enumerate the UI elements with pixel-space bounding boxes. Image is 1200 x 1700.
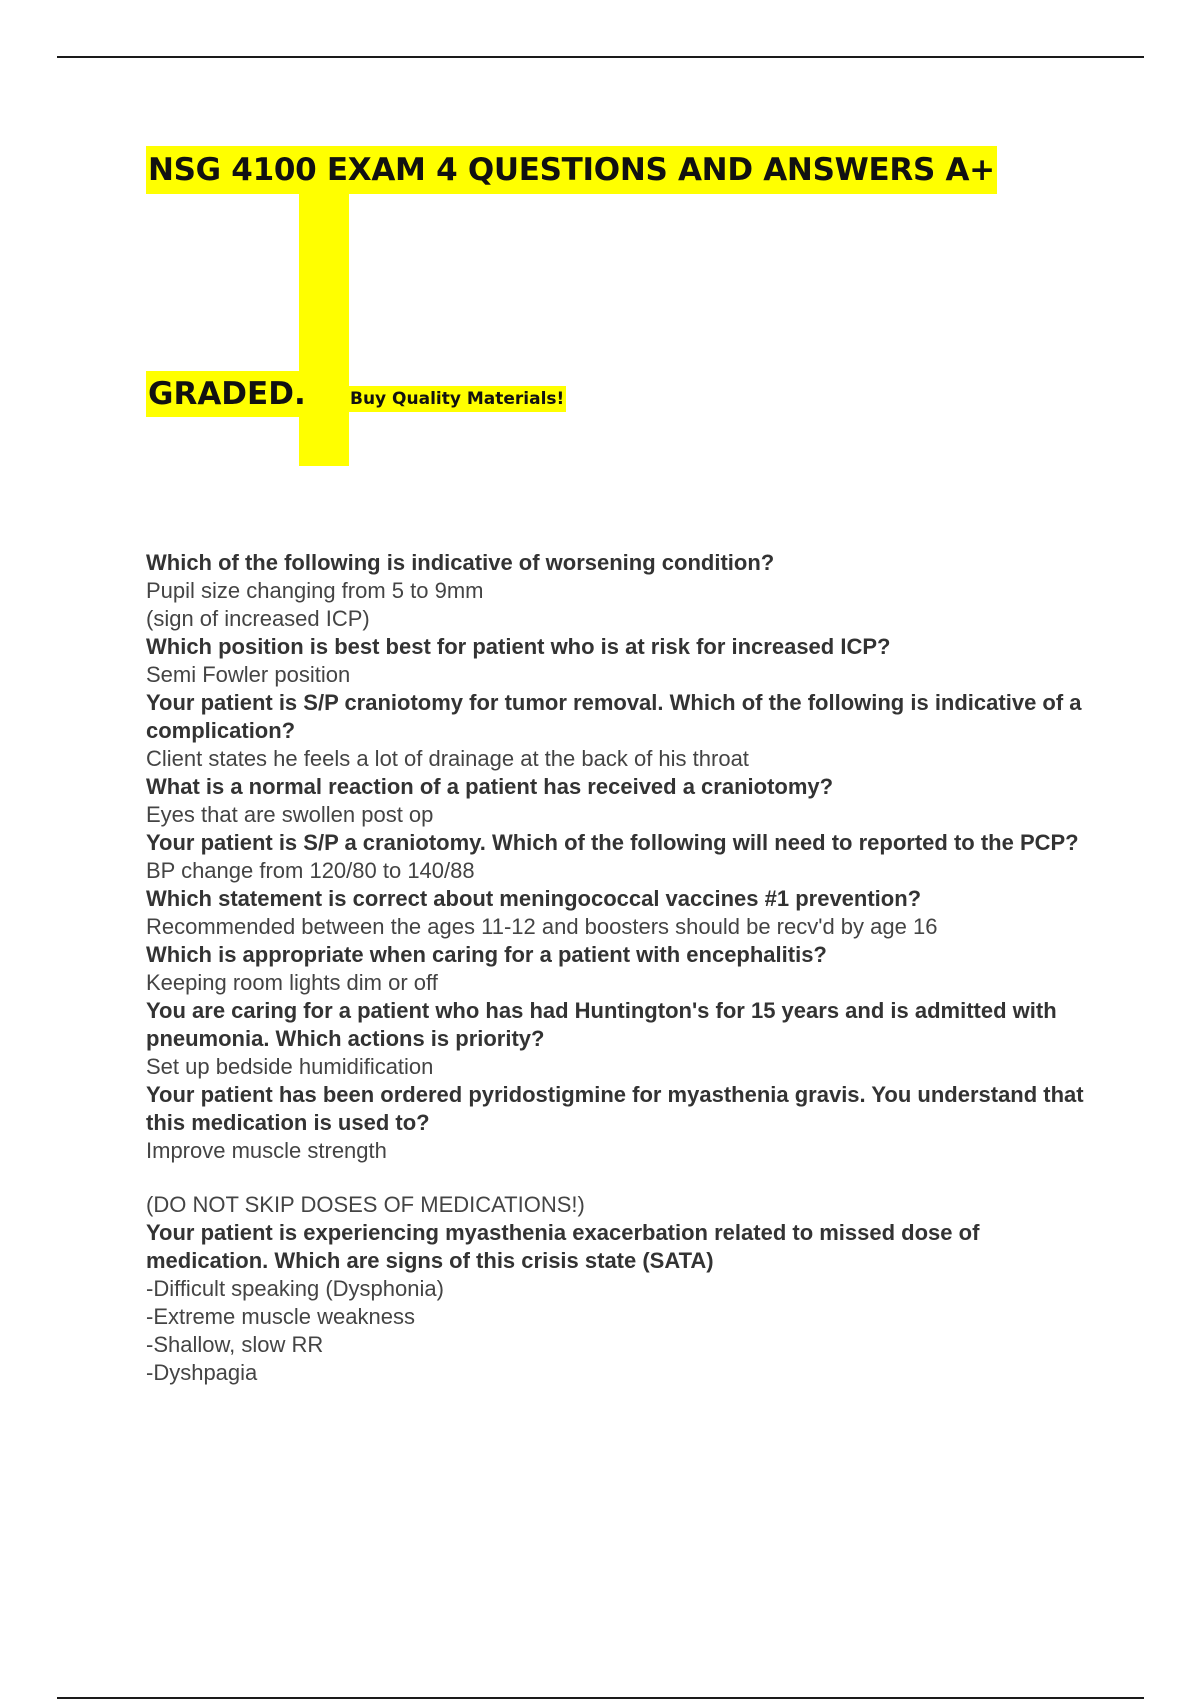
blank-line	[146, 1165, 1086, 1191]
answer: -Extreme muscle weakness	[146, 1304, 415, 1329]
question: Which is appropriate when caring for a patient with encephalitis?	[146, 942, 827, 967]
answer: Eyes that are swollen post op	[146, 802, 434, 827]
question: What is a normal reaction of a patient has received a craniotomy?	[146, 774, 834, 799]
question: Which of the following is indicative of worsening condition?	[146, 550, 775, 575]
question: Your patient has been ordered pyridostigmine for myasthenia gravis. You understand that this medication is used to?	[146, 1082, 1084, 1135]
answer: Recommended between the ages 11-12 and boosters should be recv'd by age 16	[146, 914, 938, 939]
answer: Keeping room lights dim or off	[146, 970, 438, 995]
question: Which position is best best for patient who is at risk for increased ICP?	[146, 634, 891, 659]
document-title: NSG 4100 EXAM 4 QUESTIONS AND ANSWERS A+	[146, 146, 997, 194]
answer: Set up bedside humidification	[146, 1054, 434, 1079]
answer: Client states he feels a lot of drainage at the back of his throat	[146, 746, 749, 771]
answer: -Difficult speaking (Dysphonia)	[146, 1276, 444, 1301]
answer-note: (DO NOT SKIP DOSES OF MEDICATIONS!)	[146, 1192, 585, 1217]
question: Your patient is experiencing myasthenia exacerbation related to missed dose of medication. Which are signs of this crisis state (SATA)	[146, 1220, 980, 1273]
question: Your patient is S/P craniotomy for tumor removal. Which of the following is indicative of a complication?	[146, 690, 1082, 743]
bottom-rule	[57, 1697, 1144, 1699]
top-rule	[57, 56, 1144, 58]
promo-text: Buy Quality Materials!	[348, 386, 566, 412]
answer: -Dyshpagia	[146, 1360, 258, 1385]
graded-label: GRADED.	[146, 371, 308, 417]
highlight-bar	[299, 194, 349, 466]
question: Which statement is correct about meningococcal vaccines #1 prevention?	[146, 886, 922, 911]
answer: BP change from 120/80 to 140/88	[146, 858, 475, 883]
qa-list	[146, 549, 1086, 1387]
answer: Improve muscle strength	[146, 1138, 387, 1163]
answer: Pupil size changing from 5 to 9mm	[146, 578, 484, 603]
question: Your patient is S/P a craniotomy. Which of the following will need to reported to the PCP?	[146, 830, 1079, 855]
answer: Semi Fowler position	[146, 662, 351, 687]
answer: (sign of increased ICP)	[146, 606, 370, 631]
answer: -Shallow, slow RR	[146, 1332, 324, 1357]
question: You are caring for a patient who has had Huntington's for 15 years and is admitted with pneumonia. Which actions is priority?	[146, 998, 1057, 1051]
